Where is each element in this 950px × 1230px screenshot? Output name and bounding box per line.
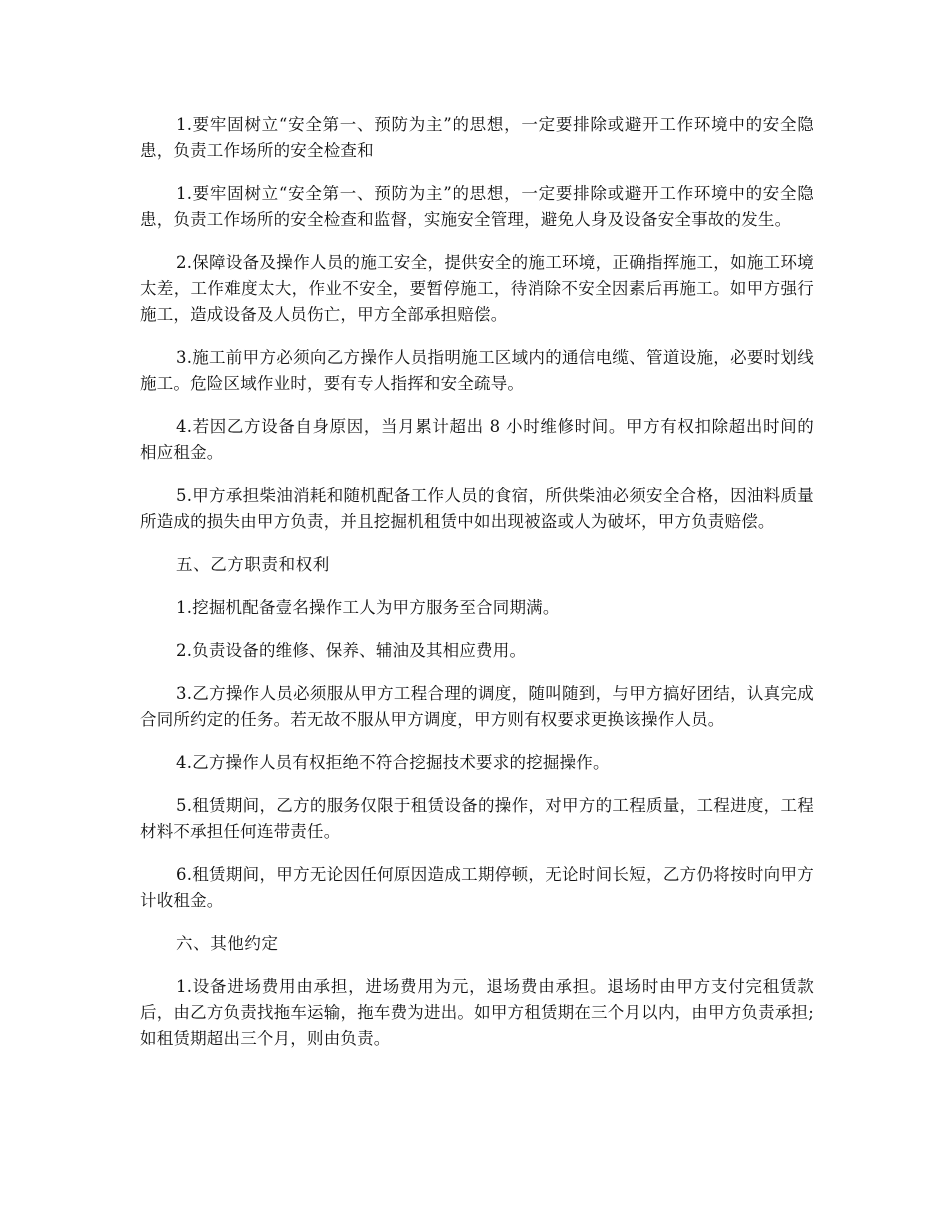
paragraph-2: 1.要牢固树立“安全第一、预防为主”的思想，一定要排除或避开工作环境中的安全隐患，负责工作场所的安全检查和监督，实施安全管理，避免人身及设备安全事故的发生。 xyxy=(140,184,814,229)
paragraph-4: 3.施工前甲方必须向乙方操作人员指明施工区域内的通信电缆、管道设施，必要时划线施工。危险区域作业时，要有专人指挥和安全疏导。 xyxy=(140,348,814,393)
paragraph-5: 4.若因乙方设备自身原因，当月累计超出 8 小时维修时间。甲方有权扣除超出时间的相应租金。 xyxy=(140,417,814,462)
paragraph-12: 6.租赁期间，甲方无论因任何原因造成工期停顿，无论时间长短，乙方仍将按时向甲方计收租金。 xyxy=(140,865,814,910)
paragraph-7: 1.挖掘机配备壹名操作工人为甲方服务至合同期满。 xyxy=(176,598,560,617)
paragraph-6: 5.甲方承担柴油消耗和随机配备工作人员的食宿，所供柴油必须安全合格，因油料质量所造成的损失由甲方负责，并且挖掘机租赁中如出现被盗或人为破坏，甲方负责赔偿。 xyxy=(140,486,814,531)
paragraph-10: 4.乙方操作人员有权拒绝不符合挖掘技术要求的挖掘操作。 xyxy=(176,753,610,772)
paragraph-1: 1.要牢固树立“安全第一、预防为主”的思想，一定要排除或避开工作环境中的安全隐患，负责工作场所的安全检查和 xyxy=(140,115,814,160)
paragraph-9: 3.乙方操作人员必须服从甲方工程合理的调度，随叫随到，与甲方搞好团结，认真完成合同所约定的任务。若无故不服从甲方调度，甲方则有权要求更换该操作人员。 xyxy=(140,684,814,729)
paragraph-11: 5.租赁期间，乙方的服务仅限于租赁设备的操作，对甲方的工程质量，工程进度，工程材料不承担任何连带责任。 xyxy=(140,796,814,841)
paragraph-8: 2.负责设备的维修、保养、辅油及其相应费用。 xyxy=(176,641,527,660)
paragraph-3: 2.保障设备及操作人员的施工安全，提供安全的施工环境，正确指挥施工，如施工环境太差，工作难度太大，作业不安全，要暂停施工，待消除不安全因素后再施工。如甲方强行施工，造成设备及人员伤亡，甲方全部承担赔偿。 xyxy=(140,253,814,324)
paragraph-13: 1.设备进场费用由承担，进场费用为元，退场费由承担。退场时由甲方支付完租赁款后，由乙方负责找拖车运输，拖车费为进出。如甲方租赁期在三个月以内，由甲方负责承担;如租赁期超出三个月，则由负责。 xyxy=(140,977,814,1048)
section-heading-5: 五、乙方职责和权利 xyxy=(176,555,330,574)
section-heading-6: 六、其他约定 xyxy=(176,934,279,953)
document-body xyxy=(140,112,814,1069)
